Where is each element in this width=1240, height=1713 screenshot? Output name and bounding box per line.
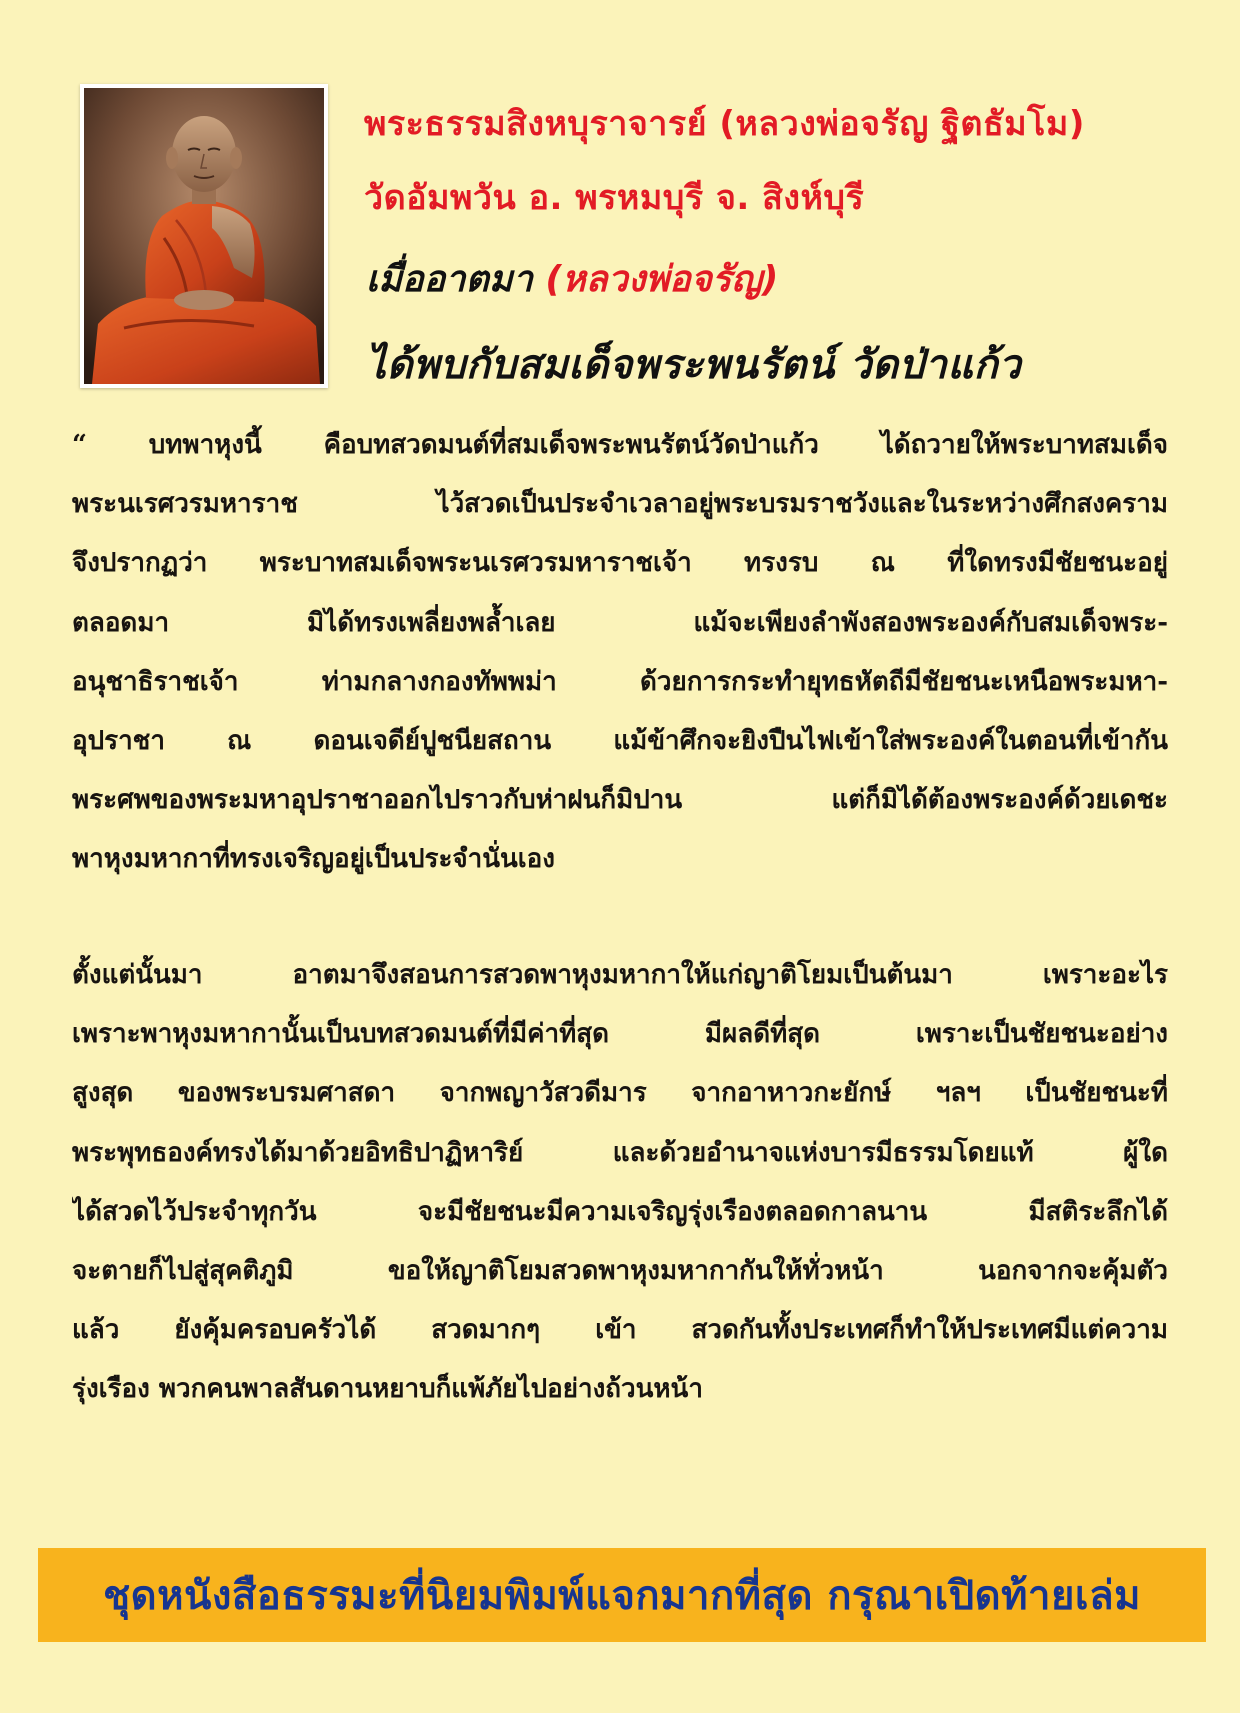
when-prefix: เมื่ออาตมา xyxy=(366,259,533,300)
paragraph-line: เพราะพาหุงมหากานั้นเป็นบทสวดมนต์ที่มีค่าที่สุด มีผลดีที่สุด เพราะเป็นชัยชนะอย่าง xyxy=(72,1019,1168,1050)
paragraph-line: พาหุงมหากาที่ทรงเจริญอยู่เป็นประจำนั่นเอง xyxy=(72,844,555,875)
when-name: (หลวงพ่อจรัญ) xyxy=(545,259,779,300)
paragraph-line: พระศพของพระมหาอุปราชาออกไปราวกับห่าฝนก็มิปาน แต่ก็มิได้ต้องพระองค์ด้วยเดชะ xyxy=(72,785,1168,816)
monk-name-title: พระธรรมสิงหบุราจารย์ (หลวงพ่อจรัญ ฐิตธัมโม) xyxy=(364,104,1085,144)
paragraph-line: “ บทพาหุงนี้ คือบทสวดมนต์ที่สมเด็จพระพนรัตน์วัดป่าแก้ว ได้ถวายให้พระบาทสมเด็จ xyxy=(72,430,1168,460)
footer-banner-text: ชุดหนังสือธรรมะที่นิยมพิมพ์แจกมากที่สุด กรุณาเปิดท้ายเล่ม xyxy=(103,1573,1141,1619)
when-heading xyxy=(366,250,778,307)
paragraph-line: อนุชาธิราชเจ้า ท่ามกลางกองทัพพม่า ด้วยการกระทำยุทธหัตถีมีชัยชนะเหนือพระมหา- xyxy=(72,666,1168,697)
paragraph-line: พระนเรศวรมหาราช ไว้สวดเป็นประจำเวลาอยู่พระบรมราชวังและในระหว่างศึกสงคราม xyxy=(72,489,1168,520)
paragraph-line: สูงสุด ของพระบรมศาสดา จากพญาวัสวดีมาร จากอาหาวกะยักษ์ ฯลฯ เป็นชัยชนะที่ xyxy=(72,1078,1168,1109)
paragraph-2 xyxy=(72,946,1168,1420)
paragraph-line: แล้ว ยังคุ้มครอบครัวได้ สวดมากๆ เข้า สวดกันทั้งประเทศก็ทำให้ประเทศมีแต่ความ xyxy=(72,1315,1168,1346)
paragraph-1 xyxy=(72,416,1168,890)
paragraph-line: จะตายก็ไปสู่สุคติภูมิ ขอให้ญาติโยมสวดพาหุงมหากากันให้ทั่วหน้า นอกจากจะคุ้มตัว xyxy=(72,1255,1168,1286)
monk-portrait-frame xyxy=(80,84,328,388)
monk-portrait-image xyxy=(84,88,324,384)
paragraph-line: ได้สวดไว้ประจำทุกวัน จะมีชัยชนะมีความเจริญรุ่งเรืองตลอดกาลนาน มีสติระลึกได้ xyxy=(72,1196,1168,1227)
paragraph-line: พระพุทธองค์ทรงได้มาด้วยอิทธิปาฏิหาริย์ และด้วยอำนาจแห่งบารมีธรรมโดยแท้ ผู้ใด xyxy=(72,1137,1168,1168)
temple-location: วัดอัมพวัน อ. พรหมบุรี จ. สิงห์บุรี xyxy=(364,178,865,218)
paragraph-line: จึงปรากฏว่า พระบาทสมเด็จพระนเรศวรมหาราชเจ้า ทรงรบ ณ ที่ใดทรงมีชัยชนะอยู่ xyxy=(72,548,1168,579)
paragraph-line: ตั้งแต่นั้นมา อาตมาจึงสอนการสวดพาหุงมหากาให้แก่ญาติโยมเป็นต้นมา เพราะอะไร xyxy=(72,960,1168,990)
met-heading: ได้พบกับสมเด็จพระพนรัตน์ วัดป่าแก้ว xyxy=(366,342,1022,388)
paragraph-line: ตลอดมา มิได้ทรงเพลี่ยงพล้ำเลย แม้จะเพียงลำพังสองพระองค์กับสมเด็จพระ- xyxy=(72,607,1168,638)
footer-banner xyxy=(38,1548,1206,1642)
paragraph-line: อุปราชา ณ ดอนเจดีย์ปูชนียสถาน แม้ข้าศึกจะยิงปืนไฟเข้าใส่พระองค์ในตอนที่เข้ากัน xyxy=(72,725,1168,756)
paragraph-line: รุ่งเรือง พวกคนพาลสันดานหยาบก็แพ้ภัยไปอย่างถ้วนหน้า xyxy=(72,1374,703,1405)
